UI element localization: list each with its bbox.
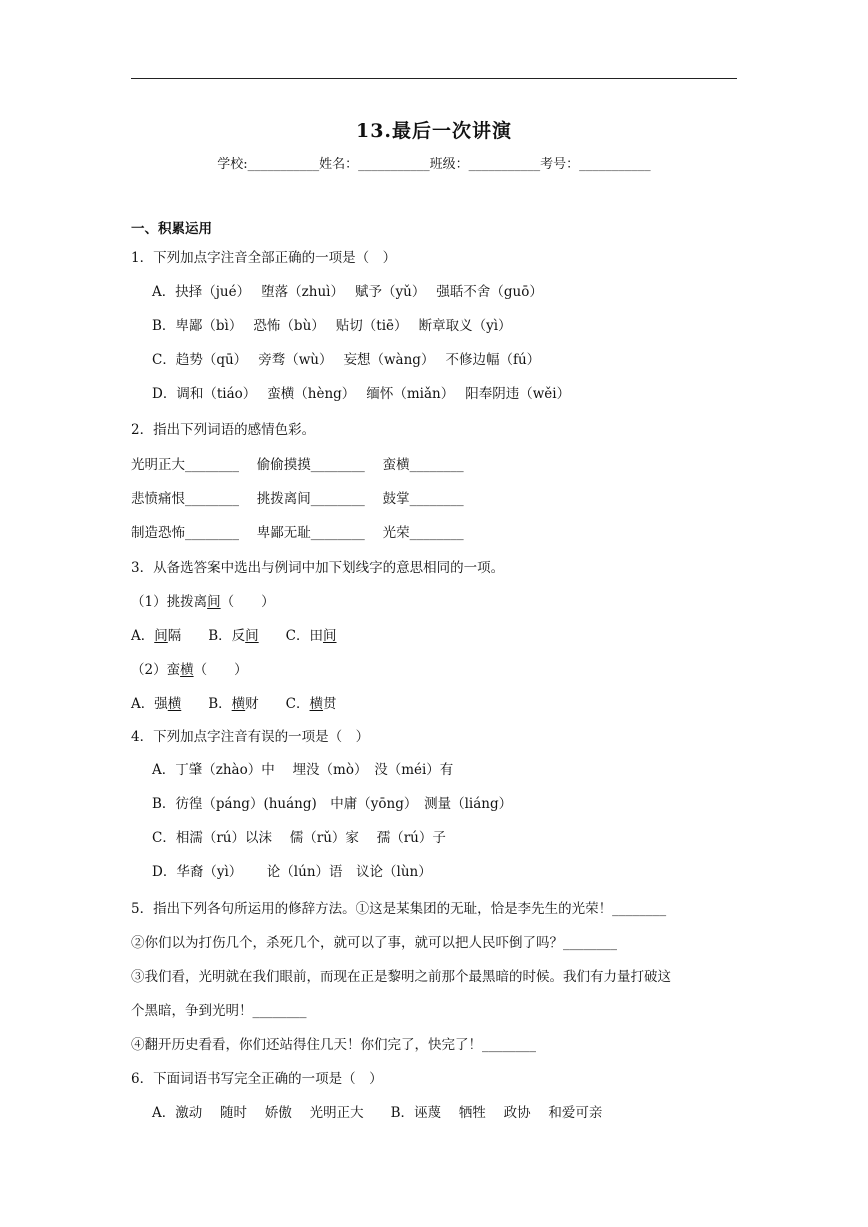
question-5-line: ②你们以为打伤几个，杀死几个，就可以了事，就可以把人民吓倒了吗？________ <box>131 935 617 951</box>
question-1-option-a: A．抉择（jué） 堕落（zhuì） 赋予（yǔ） 强聒不舍（guō） <box>152 284 543 300</box>
underlined-char: 间 <box>207 594 221 610</box>
question-4-stem: 4．下列加点字注音有误的一项是（ ） <box>131 729 370 745</box>
question-5-line: ④翻开历史看看，你们还站得住几天！你们完了，快完了！________ <box>131 1037 536 1053</box>
question-5-line: ③我们看，光明就在我们眼前，而现在正是黎明之前那个最黑暗的时候。我们有力量打破这 <box>131 969 671 985</box>
question-1-option-d: D．调和（tiáo） 蛮横（hèng） 缅怀（miǎn） 阳奉阴违（wěi） <box>152 386 571 402</box>
question-2-stem: 2．指出下列词语的感情色彩。 <box>131 422 316 438</box>
underlined-char: 横 <box>167 696 182 712</box>
underlined-char: 间 <box>245 628 259 644</box>
question-5-line: 5．指出下列各句所运用的修辞方法。①这是某集团的无耻，恰是李先生的光荣！________ <box>131 901 667 917</box>
question-3-sub1: （1）挑拨离间（ ） <box>131 594 275 610</box>
underlined-char: 横 <box>180 662 194 678</box>
question-6-options: A．激动 随时 娇傲 光明正大 B．诬蔑 牺牲 政协 和爱可亲 <box>152 1105 603 1121</box>
question-3-sub2: （2）蛮横（ ） <box>131 662 248 678</box>
question-1-option-b: B．卑鄙（bì） 恐怖（bù） 贴切（tiē） 断章取义（yì） <box>152 318 512 334</box>
student-info-line: 学校:___________姓名：___________班级：___________考号：___________ <box>217 157 651 172</box>
underlined-char: 横 <box>231 696 246 712</box>
section-heading: 一、积累运用 <box>131 221 212 237</box>
question-6-stem: 6．下面词语书写完全正确的一项是（ ） <box>131 1071 383 1087</box>
question-2-row: 光明正大________ 偷偷摸摸________ 蛮横________ <box>131 457 464 473</box>
question-4-option-a: A．丁肇（zhào）中 埋没（mò） 没（méi）有 <box>152 762 454 778</box>
question-3-stem: 3．从备选答案中选出与例词中加下划线字的意思相同的一项。 <box>131 560 505 576</box>
question-2-row: 悲愤痛恨________ 挑拨离间________ 鼓掌________ <box>131 491 464 507</box>
question-5-line: 个黑暗，争到光明！________ <box>131 1003 307 1019</box>
question-4-option-d: D．华裔（yì） 论（lún）语 议论（lùn） <box>152 864 432 880</box>
question-4-option-b: B．彷徨（páng）(huáng) 中庸（yōng） 测量（liáng） <box>152 796 513 812</box>
question-3-sub2-options: A．强横 B．横财 C．横贯 <box>131 696 337 712</box>
underlined-char: 横 <box>309 696 324 712</box>
question-1-stem: 1．下列加点字注音全部正确的一项是（ ） <box>131 250 397 266</box>
question-3-sub1-options: A．间隔 B．反间 C．田间 <box>131 628 337 644</box>
header-rule <box>131 78 737 79</box>
underlined-char: 间 <box>154 628 168 644</box>
question-4-option-c: C．相濡（rú）以沫 儒（rǔ）家 孺（rú）子 <box>152 830 446 846</box>
page-title: 13.最后一次讲演 <box>355 120 513 142</box>
underlined-char: 间 <box>323 628 337 644</box>
question-2-row: 制造恐怖________ 卑鄙无耻________ 光荣________ <box>131 525 464 541</box>
question-1-option-c: C．趋势（qū） 旁骛（wù） 妄想（wàng） 不修边幅（fú） <box>152 352 541 368</box>
